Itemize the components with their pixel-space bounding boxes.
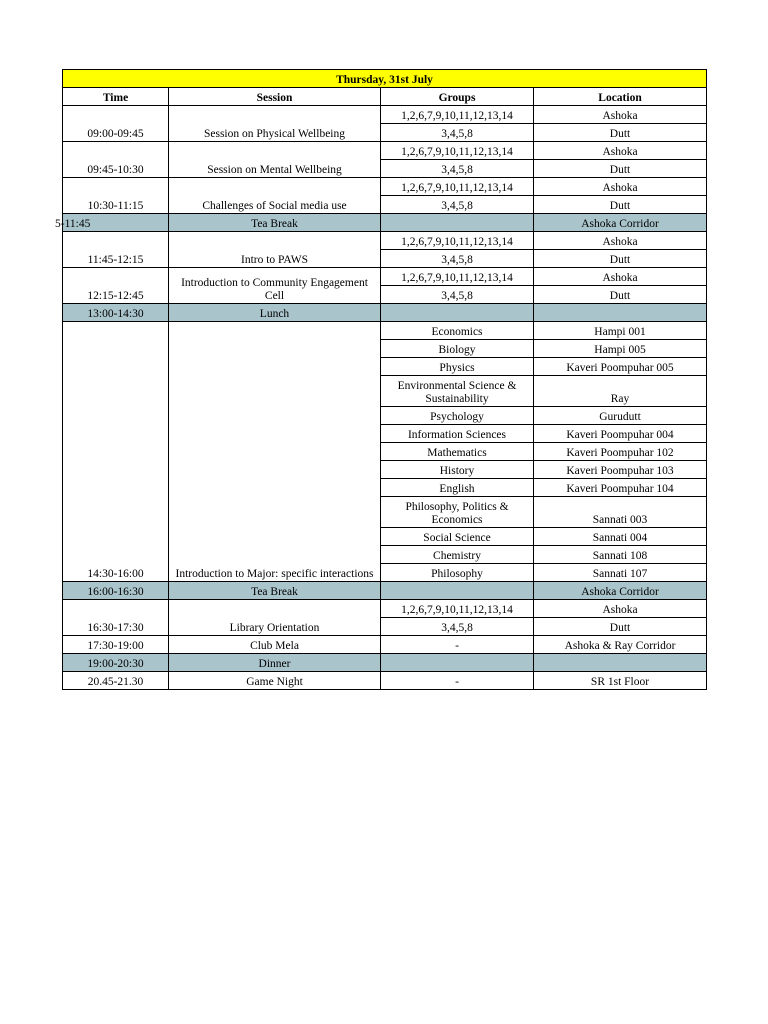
- header-location: Location: [534, 88, 707, 106]
- time-cell: 17:30-19:00: [63, 636, 169, 654]
- session-cell: Tea Break: [169, 214, 381, 232]
- groups-cell: 3,4,5,8: [381, 196, 534, 214]
- schedule-table: [55, 69, 707, 690]
- table-row: [63, 106, 707, 124]
- major-group-cell: Environmental Science & Sustainability: [381, 376, 534, 407]
- location-cell: Ashoka: [534, 142, 707, 160]
- major-location-cell: Kaveri Poompuhar 005: [534, 358, 707, 376]
- major-group-cell: English: [381, 479, 534, 497]
- major-location-cell: Ray: [534, 376, 707, 407]
- major-group-cell: Economics: [381, 322, 534, 340]
- location-cell: Ashoka Corridor: [534, 582, 707, 600]
- major-location-cell: Kaveri Poompuhar 104: [534, 479, 707, 497]
- title-row: [63, 70, 707, 88]
- major-location-cell: Sannati 003: [534, 497, 707, 528]
- location-cell: Ashoka: [534, 232, 707, 250]
- groups-cell: 1,2,6,7,9,10,11,12,13,14: [381, 106, 534, 124]
- location-cell: Ashoka: [534, 178, 707, 196]
- groups-cell: [381, 304, 534, 322]
- major-location-cell: Gurudutt: [534, 407, 707, 425]
- major-group-cell: Biology: [381, 340, 534, 358]
- groups-cell: 3,4,5,8: [381, 250, 534, 268]
- major-group-cell: Social Science: [381, 528, 534, 546]
- session-cell: Lunch: [169, 304, 381, 322]
- major-group-cell: Chemistry: [381, 546, 534, 564]
- table-row: [63, 672, 707, 690]
- time-cell: 20.45-21.30: [63, 672, 169, 690]
- location-cell: Dutt: [534, 124, 707, 142]
- major-group-cell: Psychology: [381, 407, 534, 425]
- groups-cell: 1,2,6,7,9,10,11,12,13,14: [381, 600, 534, 618]
- major-location-cell: Kaveri Poompuhar 102: [534, 443, 707, 461]
- header-session: Session: [169, 88, 381, 106]
- session-cell: Club Mela: [169, 636, 381, 654]
- table-row: [63, 600, 707, 618]
- header-time: Time: [63, 88, 169, 106]
- major-group-cell: History: [381, 461, 534, 479]
- session-cell: Library Orientation: [169, 600, 381, 636]
- location-cell: Ashoka: [534, 600, 707, 618]
- major-location-cell: Hampi 005: [534, 340, 707, 358]
- session-cell: Introduction to Major: specific interactions: [169, 322, 381, 582]
- groups-cell: 3,4,5,8: [381, 618, 534, 636]
- major-location-cell: Sannati 108: [534, 546, 707, 564]
- major-location-cell: Kaveri Poompuhar 004: [534, 425, 707, 443]
- page-title: Thursday, 31st July: [63, 70, 707, 88]
- groups-cell: [381, 654, 534, 672]
- time-cell: 11:45-12:15: [63, 232, 169, 268]
- header-groups: Groups: [381, 88, 534, 106]
- major-row: [63, 322, 707, 340]
- location-cell: Ashoka: [534, 106, 707, 124]
- table-row: [63, 232, 707, 250]
- groups-cell: 1,2,6,7,9,10,11,12,13,14: [381, 178, 534, 196]
- time-cell: 09:45-10:30: [63, 142, 169, 178]
- session-cell: Challenges of Social media use: [169, 178, 381, 214]
- major-location-cell: Sannati 107: [534, 564, 707, 582]
- major-group-cell: Philosophy, Politics & Economics: [381, 497, 534, 528]
- major-location-cell: Hampi 001: [534, 322, 707, 340]
- table-row: [63, 142, 707, 160]
- location-cell: Dutt: [534, 618, 707, 636]
- break-row: [63, 214, 707, 232]
- groups-cell: [381, 214, 534, 232]
- time-cell: 12:15-12:45: [63, 268, 169, 304]
- groups-cell: -: [381, 636, 534, 654]
- session-cell: Introduction to Community Engagement Cell: [169, 268, 381, 304]
- location-cell: Dutt: [534, 250, 707, 268]
- groups-cell: [381, 582, 534, 600]
- groups-cell: 1,2,6,7,9,10,11,12,13,14: [381, 232, 534, 250]
- location-cell: Ashoka & Ray Corridor: [534, 636, 707, 654]
- time-cell: 16:00-16:30: [63, 582, 169, 600]
- session-cell: Dinner: [169, 654, 381, 672]
- session-cell: Session on Mental Wellbeing: [169, 142, 381, 178]
- location-cell: SR 1st Floor: [534, 672, 707, 690]
- location-cell: Ashoka: [534, 268, 707, 286]
- groups-cell: 1,2,6,7,9,10,11,12,13,14: [381, 142, 534, 160]
- location-cell: Dutt: [534, 196, 707, 214]
- break-row: [63, 582, 707, 600]
- major-location-cell: Sannati 004: [534, 528, 707, 546]
- groups-cell: 1,2,6,7,9,10,11,12,13,14: [381, 268, 534, 286]
- location-cell: [534, 654, 707, 672]
- table-row: [63, 178, 707, 196]
- header-row: [63, 88, 707, 106]
- groups-cell: 3,4,5,8: [381, 160, 534, 178]
- groups-cell: 3,4,5,8: [381, 124, 534, 142]
- break-row: [63, 654, 707, 672]
- location-cell: [534, 304, 707, 322]
- time-cell: 19:00-20:30: [63, 654, 169, 672]
- time-cell: 13:00-14:30: [63, 304, 169, 322]
- break-row: [63, 304, 707, 322]
- groups-cell: -: [381, 672, 534, 690]
- time-cell: 16:30-17:30: [63, 600, 169, 636]
- session-cell: Game Night: [169, 672, 381, 690]
- time-cell: 09:00-09:45: [63, 106, 169, 142]
- table-row: [63, 636, 707, 654]
- time-cell: 10:30-11:15: [63, 178, 169, 214]
- major-group-cell: Physics: [381, 358, 534, 376]
- location-cell: Dutt: [534, 286, 707, 304]
- major-group-cell: Mathematics: [381, 443, 534, 461]
- session-cell: Session on Physical Wellbeing: [169, 106, 381, 142]
- location-cell: Ashoka Corridor: [534, 214, 707, 232]
- major-group-cell: Philosophy: [381, 564, 534, 582]
- session-cell: Intro to PAWS: [169, 232, 381, 268]
- time-cell: 5-11:45: [63, 214, 169, 232]
- major-group-cell: Information Sciences: [381, 425, 534, 443]
- major-location-cell: Kaveri Poompuhar 103: [534, 461, 707, 479]
- table-row: [63, 268, 707, 286]
- location-cell: Dutt: [534, 160, 707, 178]
- groups-cell: 3,4,5,8: [381, 286, 534, 304]
- time-cell: 14:30-16:00: [63, 322, 169, 582]
- session-cell: Tea Break: [169, 582, 381, 600]
